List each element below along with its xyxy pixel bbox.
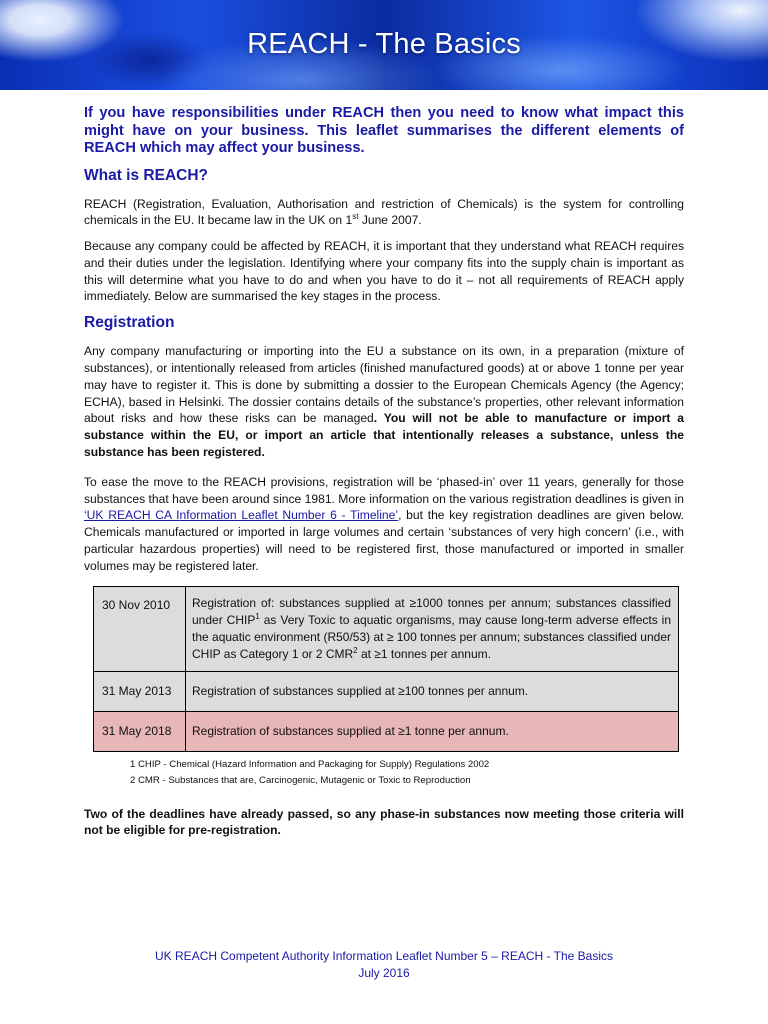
table-row — [94, 671, 679, 711]
footnote: 2 CMR - Substances that are, Carcinogenic, Mutagenic or Toxic to Reproduction — [130, 774, 471, 786]
superscript: 2 — [353, 645, 358, 655]
page-footer — [0, 948, 768, 982]
page-title: REACH - The Basics — [247, 28, 521, 60]
table-row — [94, 711, 679, 751]
closing-paragraph: Two of the deadlines have already passed, so any phase-in substances now meeting those criteria will not be eligible for pre-registration. — [84, 806, 684, 838]
table-row — [94, 586, 679, 671]
deadline-description: Registration of substances supplied at ≥100 tonnes per annum. — [186, 671, 679, 711]
deadline-description: Registration of substances supplied at ≥1 tonne per annum. — [186, 711, 679, 751]
footnote: 1 CHIP - Chemical (Hazard Information and Packaging for Supply) Regulations 2002 — [130, 758, 490, 770]
text-span: at ≥1 tonnes per annum. — [357, 646, 491, 661]
superscript: 1 — [255, 611, 260, 621]
text-span: REACH (Registration, Evaluation, Authorisation and restriction of Chemicals) is the system for controlling chemicals in the EU. It became law in the UK on 1 — [84, 196, 684, 228]
text-span: as Very Toxic to aquatic organisms, may cause long-term adverse effects in the aquatic environment (R50/53) at ≥ 100 tonnes per annum; substances classified under CHIP as Category 1 or 2 CMR — [192, 612, 671, 661]
what-is-reach-heading: What is REACH? — [84, 166, 208, 184]
text-span: Registration of: substances supplied at ≥1000 tonnes per annum; substances classified under CHIP — [192, 595, 671, 627]
registration-deadlines-table — [93, 586, 679, 752]
registration-heading: Registration — [84, 314, 175, 332]
intro-paragraph: If you have responsibilities under REACH then you need to know what impact this might have on your business. This leaflet summarises the different elements of REACH which may affect your business. — [84, 105, 684, 156]
deadline-date: 31 May 2013 — [94, 671, 186, 711]
deadline-date: 31 May 2018 — [94, 711, 186, 751]
footer-leaflet-title: UK REACH Competent Authority Information Leaflet Number 5 – REACH - The Basics — [155, 949, 613, 963]
superscript: st — [352, 212, 359, 222]
footnotes — [130, 757, 684, 789]
text-span: June 2007. — [358, 213, 422, 228]
what-is-reach-paragraph-2: Because any company could be affected by REACH, it is important that they understand what REACH requires and their duties under the legislation. Identifying where your company fits into the supply chain is important as this will determine what you have to do and when you have to do it – not all requirements of REACH apply immediately. Below are summarised the key stages in the process. — [84, 239, 684, 304]
deadline-description — [186, 586, 679, 671]
registration-paragraph-1 — [84, 343, 684, 461]
timeline-leaflet-link[interactable]: ‘UK REACH CA Information Leaflet Number 6 - Timeline’ — [84, 508, 399, 523]
registration-paragraph-2 — [84, 474, 684, 575]
text-span: To ease the move to the REACH provisions, registration will be ‘phased-in’ over 11 years, generally for those substances that have been around since 1981. More information on the various registration deadlines is given in — [84, 474, 684, 506]
text-span: Any company manufacturing or importing into the EU a substance on its own, in a preparation (mixture of substances), or intentionally released from articles (finished manufactured goods) at or above 1 tonne per year may have to register it. This is done by submitting a dossier to the European Chemicals Agency (the Agency; ECHA), based in Helsinki. The dossier contains details of the substance’s properties, other relevant information about risks and how these risks can be managed — [84, 344, 684, 426]
deadline-date: 30 Nov 2010 — [94, 586, 186, 671]
header-banner — [0, 0, 768, 90]
what-is-reach-paragraph-1 — [84, 196, 684, 230]
document-body — [84, 105, 684, 851]
text-span: , but the key registration deadlines are given below. Chemicals manufactured or imported in large volumes and certain ‘substances of very high concern’ (i.e., with particular hazardous properties) will need to be registered first, those manufactured or imported in smaller volumes may be registered later. — [84, 508, 684, 573]
bold-text: . You will not be able to manufacture or import a substance within the EU, or import an article that intentionally releases a substance, unless the substance has been registered. — [84, 411, 684, 460]
footer-date: July 2016 — [358, 966, 410, 980]
